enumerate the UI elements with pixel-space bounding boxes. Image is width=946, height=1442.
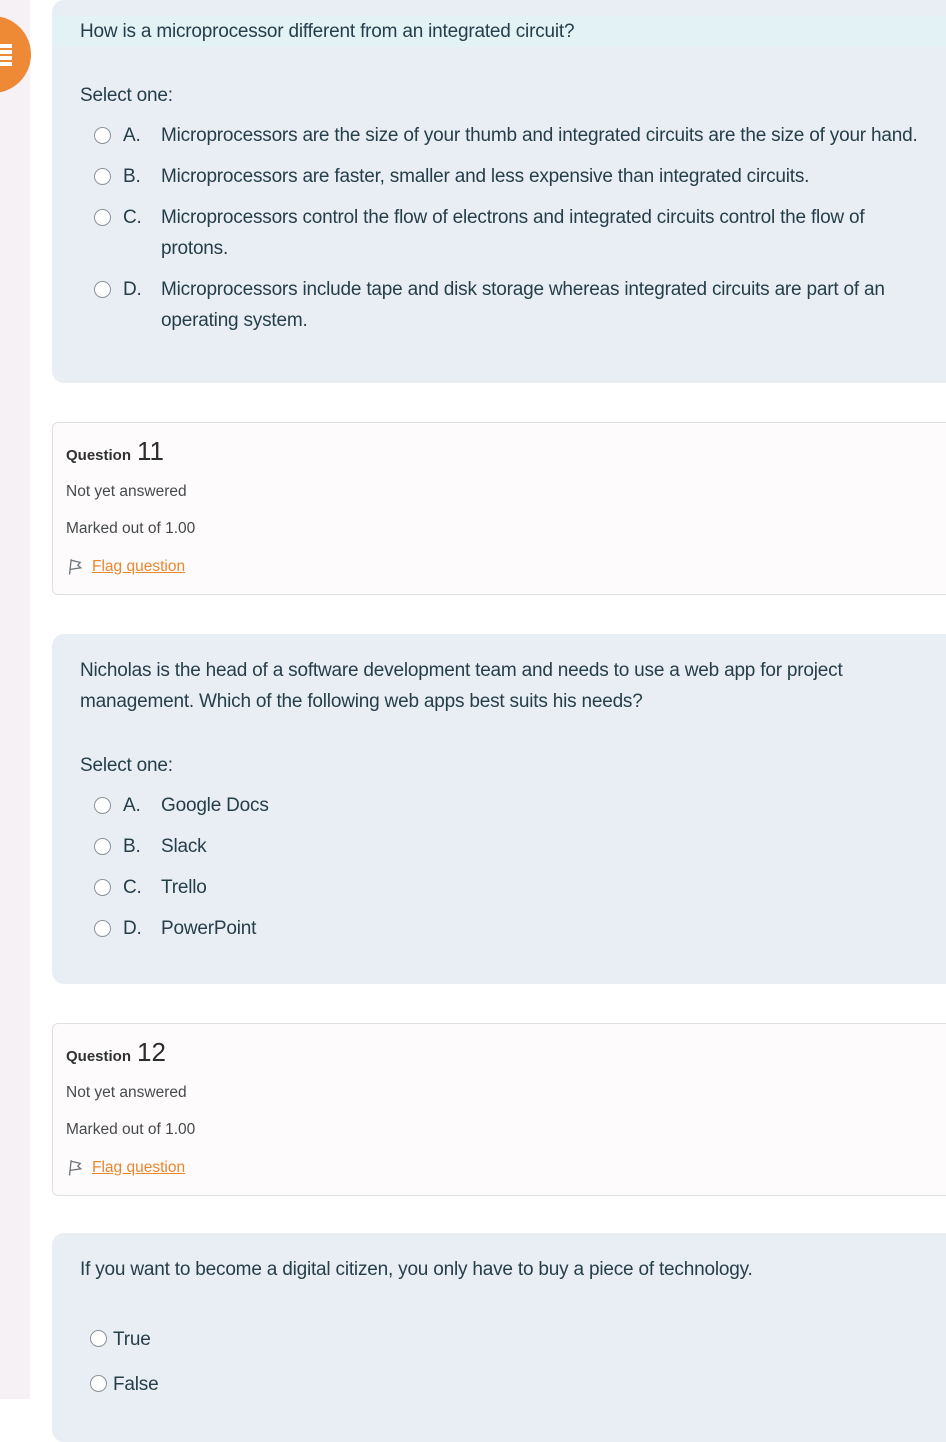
question-11-info-box (52, 422, 946, 595)
option-radio[interactable] (94, 281, 111, 298)
quiz-content-column (52, 0, 946, 1442)
option-radio[interactable] (94, 168, 111, 185)
question-number: 11 (137, 436, 165, 466)
option-radio[interactable] (90, 1330, 107, 1347)
option-letter: B. (123, 836, 141, 857)
flag-icon (66, 1158, 83, 1177)
question-12-content-panel (52, 1233, 946, 1442)
option-label[interactable]: Microprocessors control the flow of electrons and integrated circuits control the flow of protons. (161, 207, 865, 259)
question-prompt: If you want to become a digital citizen, you only have to buy a piece of technology. (80, 1259, 753, 1280)
answer-option-c[interactable] (80, 202, 928, 264)
option-letter: A. (123, 125, 141, 146)
answer-option-d[interactable] (80, 913, 928, 944)
question-marks: Marked out of 1.00 (66, 1121, 196, 1138)
question-number-heading (66, 1037, 932, 1068)
left-page-gutter (0, 0, 30, 1399)
option-label[interactable]: Microprocessors include tape and disk storage whereas integrated circuits are part of an operating system. (161, 279, 885, 331)
option-radio[interactable] (94, 209, 111, 226)
option-label[interactable]: False (113, 1374, 159, 1395)
question-word: Question (66, 1048, 132, 1065)
option-label[interactable]: Slack (161, 836, 207, 857)
question-status: Not yet answered (66, 1084, 187, 1101)
question-word: Question (66, 447, 132, 464)
option-radio[interactable] (94, 838, 111, 855)
question-number-heading (66, 436, 932, 467)
answer-option-c[interactable] (80, 872, 928, 903)
option-letter: D. (123, 918, 142, 939)
flag-icon (66, 557, 83, 576)
select-one-label: Select one: (80, 85, 173, 106)
question-status: Not yet answered (66, 483, 187, 500)
option-radio[interactable] (90, 1375, 107, 1392)
option-radio[interactable] (94, 920, 111, 937)
answer-option-false[interactable] (80, 1369, 928, 1400)
option-letter: D. (123, 279, 142, 300)
answer-option-true[interactable] (80, 1324, 928, 1355)
option-label[interactable]: True (113, 1329, 151, 1350)
option-letter: A. (123, 795, 141, 816)
question-10-content-panel (52, 0, 946, 383)
option-label[interactable]: Trello (161, 877, 207, 898)
answer-option-b[interactable] (80, 831, 928, 862)
flag-question-link[interactable] (66, 1158, 932, 1177)
option-letter: C. (123, 207, 142, 228)
option-label[interactable]: Microprocessors are faster, smaller and less expensive than integrated circuits. (161, 166, 810, 187)
question-11-content-panel (52, 634, 946, 984)
flag-question-label[interactable]: Flag question (92, 557, 186, 575)
question-prompt: Nicholas is the head of a software development team and needs to use a web app for project management. Which of the following web apps best suits his needs? (80, 660, 843, 712)
answer-option-a[interactable] (80, 120, 928, 151)
question-number: 12 (137, 1037, 166, 1067)
option-label[interactable]: Google Docs (161, 795, 269, 816)
option-radio[interactable] (94, 127, 111, 144)
answer-option-a[interactable] (80, 790, 928, 821)
question-marks: Marked out of 1.00 (66, 520, 196, 537)
menu-list-icon (0, 44, 12, 68)
question-prompt: How is a microprocessor different from an integrated circuit? (52, 16, 946, 47)
answer-option-d[interactable] (80, 274, 928, 336)
option-letter: B. (123, 166, 141, 187)
flag-question-label[interactable]: Flag question (92, 1158, 186, 1176)
answer-option-b[interactable] (80, 161, 928, 192)
option-label[interactable]: Microprocessors are the size of your thumb and integrated circuits are the size of your hand. (161, 125, 918, 146)
option-letter: C. (123, 877, 142, 898)
select-one-label: Select one: (80, 755, 173, 776)
option-label[interactable]: PowerPoint (161, 918, 257, 939)
question-12-info-box (52, 1023, 946, 1196)
option-radio[interactable] (94, 879, 111, 896)
option-radio[interactable] (94, 797, 111, 814)
flag-question-link[interactable] (66, 557, 932, 576)
